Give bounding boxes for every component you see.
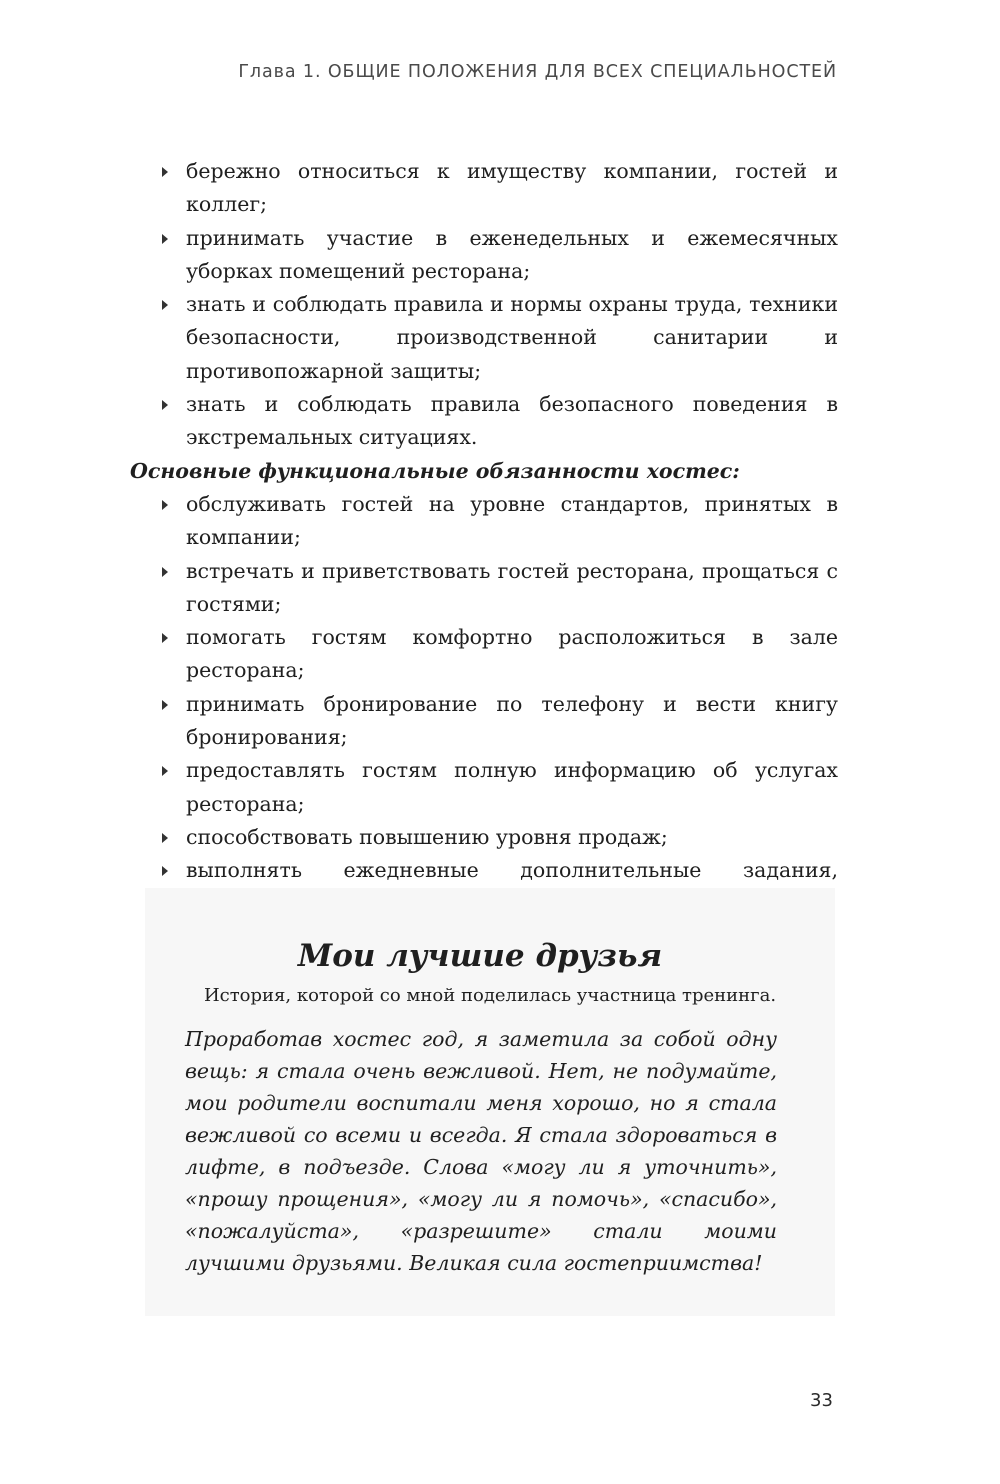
bullet-arrow-icon <box>162 300 168 310</box>
list-item <box>160 754 838 821</box>
bullet-arrow-icon <box>162 833 168 843</box>
bullet-arrow-icon <box>162 700 168 710</box>
general-duties-list <box>160 155 838 455</box>
list-item-text: встречать и приветствовать гостей ресторана, прощаться с гостями; <box>186 558 838 616</box>
bullet-arrow-icon <box>162 400 168 410</box>
list-item-text: способствовать повышению уровня продаж; <box>186 824 668 849</box>
list-item-text: выполнять ежедневные дополнительные задания, <box>186 858 838 883</box>
list-item <box>160 288 838 388</box>
running-head: Глава 1. ОБЩИЕ ПОЛОЖЕНИЯ ДЛЯ ВСЕХ СПЕЦИАЛЬНОСТЕЙ <box>238 62 837 82</box>
bullet-arrow-icon <box>162 866 168 876</box>
list-item-text: принимать бронирование по телефону и вести книгу бронирования; <box>186 691 838 750</box>
list-item <box>160 222 838 289</box>
story-title: Мои лучшие друзья <box>297 938 663 974</box>
bullet-arrow-icon <box>162 500 168 510</box>
list-item-text: предоставлять гостям полную информацию об услугах ресторана; <box>186 758 838 816</box>
hostess-duties-list <box>160 488 838 921</box>
page-number: 33 <box>810 1390 833 1411</box>
story-subtitle: История, которой со мной поделилась участница тренинга. <box>203 985 777 1006</box>
list-item <box>160 388 838 455</box>
list-item-text: знать и соблюдать правила и нормы охраны труда, техники безопасности, производственной санитарии и противопожарной защиты; <box>186 292 838 383</box>
hostess-duties-heading: Основные функциональные обязанности хостес: <box>130 459 740 483</box>
list-item <box>160 688 838 755</box>
list-item-text: обслуживать гостей на уровне стандартов, принятых в компании; <box>186 492 838 550</box>
bullet-arrow-icon <box>162 766 168 776</box>
list-item <box>160 821 838 854</box>
bullet-arrow-icon <box>162 234 168 244</box>
story-body: Проработав хостес год, я заметила за собой одну вещь: я стала очень вежливой. Нет, не подумайте, мои родители воспитали меня хорошо, но я стала вежливой со всеми и всегда. Я стала здороваться в лифте, в подъезде. Слова «могу ли я уточнить», «прошу прощения», «могу ли я помочь», «спасибо», «пожалуйста», «разрешите» стали моими лучшими друзьями. Великая сила гостеприимства! <box>185 1027 777 1275</box>
list-item <box>160 155 838 222</box>
bullet-arrow-icon <box>162 567 168 577</box>
list-item-text: бережно относиться к имуществу компании, гостей и коллег; <box>186 159 838 217</box>
list-item-text: помогать гостям комфортно расположиться в зале ресторана; <box>186 625 838 683</box>
list-item-text: знать и соблюдать правила безопасного поведения в экстремальных ситуациях. <box>186 392 838 450</box>
bullet-arrow-icon <box>162 167 168 177</box>
list-item <box>160 621 838 688</box>
list-item <box>160 488 838 555</box>
bullet-arrow-icon <box>162 633 168 643</box>
list-item <box>160 555 838 622</box>
list-item-text: принимать участие в еженедельных и ежемесячных уборках помещений ресторана; <box>186 225 838 283</box>
